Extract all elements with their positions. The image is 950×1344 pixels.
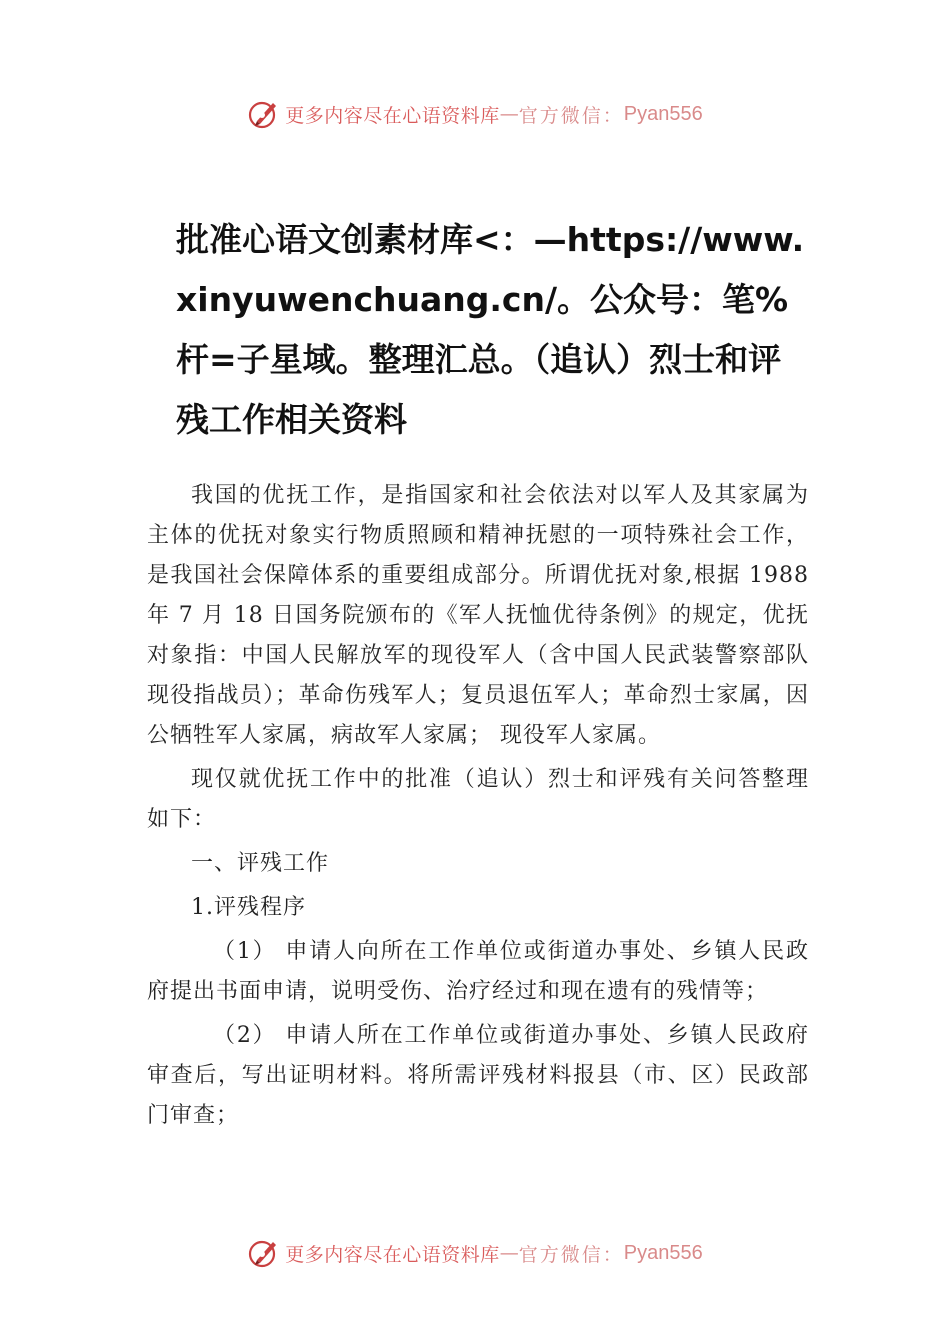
document-body	[147, 476, 809, 1136]
list-item: （1） 申请人向所在工作单位或街道办事处、乡镇人民政府提出书面申请，说明受伤、治疗经过和现在遗有的残情等；	[147, 939, 809, 1004]
header-banner	[0, 94, 950, 134]
banner-wechat-id: Pyan556	[623, 102, 703, 125]
list-item: （2） 申请人所在工作单位或街道办事处、乡镇人民政府审查后，写出证明材料。将所需评残材料报县（市、区）民政部门审查；	[147, 1023, 809, 1128]
banner-separator: —	[499, 103, 519, 125]
section-heading: 一、评残工作	[191, 851, 330, 876]
footer-banner	[0, 1233, 950, 1273]
banner-text: 更多内容尽在心语资料库	[285, 104, 500, 127]
document-title: 批准心语文创素材库<：—https://www.xinyuwenchuang.cn/。公众号：笔%杆=子星域。整理汇总。（追认）烈士和评残工作相关资料	[176, 220, 805, 439]
subsection-heading: 1.评残程序	[191, 895, 306, 920]
banner-wechat-label: 官方微信：	[518, 104, 624, 127]
banner-separator: —	[499, 1242, 519, 1264]
pen-logo-icon	[247, 1236, 281, 1270]
paragraph-intro: 我国的优抚工作，是指国家和社会依法对以军人及其家属为主体的优抚对象实行物质照顾和精神抚慰的一项特殊社会工作，是我国社会保障体系的重要组成部分。所谓优抚对象,根据 1988 年 7 月 18 日国务院颁布的《军人抚恤优待条例》的规定，优抚对象指：中国人民解放军的现役军人（含中国人民武装警察部队现役指战员）；革命伤残军人；复员退伍军人；革命烈士家属，因公牺牲军人家属，病故军人家属； 现役军人家属。	[147, 483, 809, 748]
paragraph-summary: 现仅就优抚工作中的批准（追认）烈士和评残有关问答整理如下：	[147, 767, 809, 832]
banner-wechat-id: Pyan556	[623, 1241, 703, 1264]
banner-wechat-label: 官方微信：	[518, 1243, 624, 1266]
pen-logo-icon	[247, 97, 281, 131]
banner-text: 更多内容尽在心语资料库	[285, 1243, 500, 1266]
